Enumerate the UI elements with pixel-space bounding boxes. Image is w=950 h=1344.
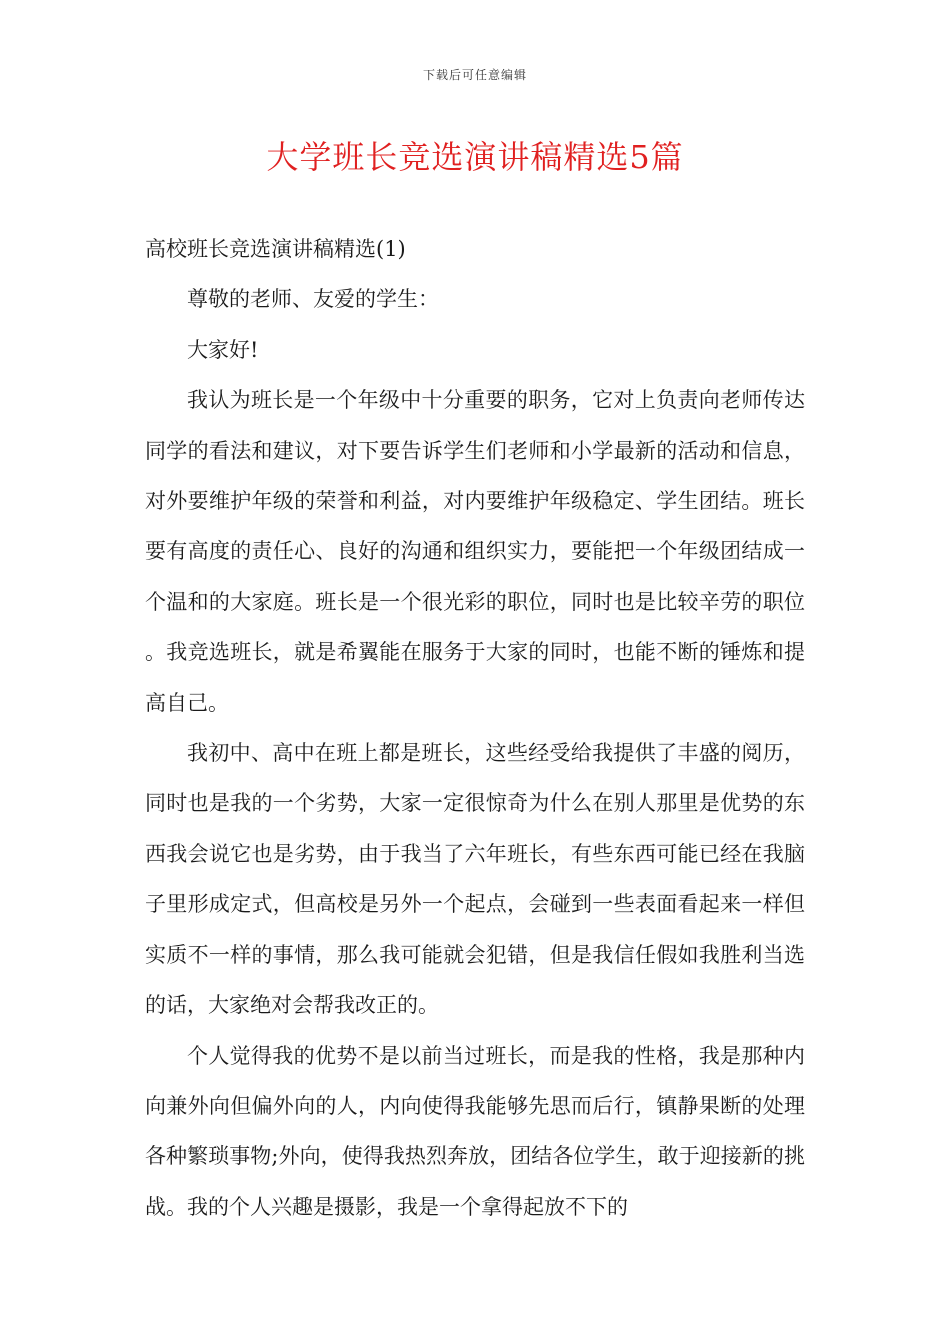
document-body bbox=[145, 224, 805, 1232]
greeting-paragraph: 大家好! bbox=[187, 337, 259, 362]
section-heading: 高校班长竞选演讲稿精选(1) bbox=[145, 237, 406, 261]
body-paragraph: 我认为班长是一个年级中十分重要的职务，它对上负责向老师传达同学的看法和建议，对下要告诉学生们老师和小学最新的活动和信息，对外要维护年级的荣誉和利益，对内要维护年级稳定、学生团结。班长要有高度的责任心、良好的沟通和组织实力，要能把一个年级团结成一个温和的大家庭。班长是一个很光彩的职位，同时也是比较辛劳的职位。我竞选班长，就是希翼能在服务于大家的同时，也能不断的锤炼和提高自己。 bbox=[145, 388, 805, 715]
header-note: 下载后可任意编辑 bbox=[422, 68, 527, 82]
salutation-paragraph: 尊敬的老师、友爱的学生： bbox=[187, 287, 439, 312]
body-paragraph: 个人觉得我的优势不是以前当过班长，而是我的性格，我是那种内向兼外向但偏外向的人，内向使得我能够先思而后行，镇静果断的处理各种繁琐事物;外向，使得我热烈奔放，团结各位学生，敢于迎接新的挑战。我的个人兴趣是摄影，我是一个拿得起放不下的 bbox=[145, 1043, 805, 1219]
document-title: 大学班长竞选演讲稿精选5篇 bbox=[266, 138, 684, 176]
body-paragraph: 我初中、高中在班上都是班长，这些经受给我提供了丰盛的阅历，同时也是我的一个劣势，大家一定很惊奇为什么在别人那里是优势的东西我会说它也是劣势，由于我当了六年班长，有些东西可能已经在我脑子里形成定式，但高校是另外一个起点，会碰到一些表面看起来一样但实质不一样的事情，那么我可能就会犯错，但是我信任假如我胜利当选的话，大家绝对会帮我改正的。 bbox=[145, 741, 805, 1018]
